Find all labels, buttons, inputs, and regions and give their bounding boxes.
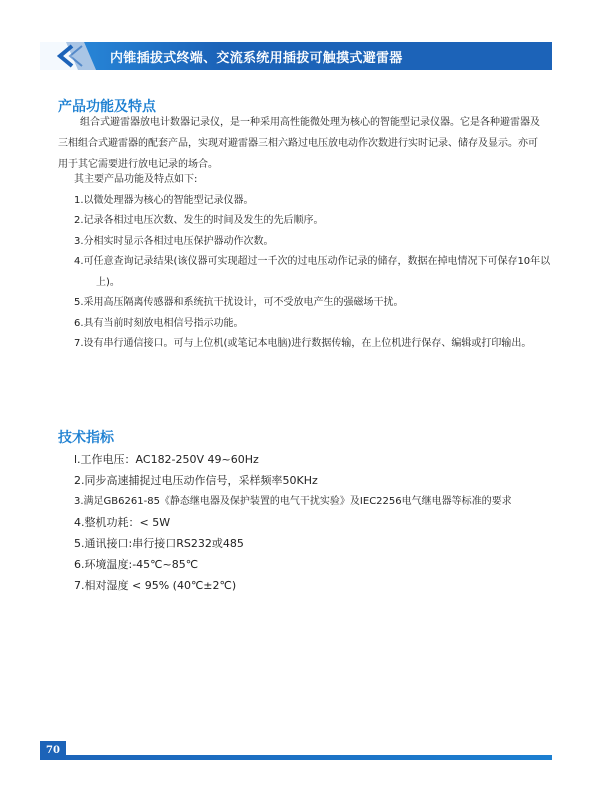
spec-item: 4.整机功耗：< 5W xyxy=(74,516,171,529)
spec-item: 3.满足GB6261-85《静态继电器及保护装置的电气干扰实验》及IEC2256电气继电器等标准的要求 xyxy=(74,496,512,507)
spec-item: 2.同步高速捕捉过电压动作信号，采样频率50KHz xyxy=(74,474,318,487)
spec-item: l.工作电压：AC182-250V 49~60Hz xyxy=(74,453,259,466)
list-item: 5.采用高压隔离传感器和系统抗干扰设计，可不受放电产生的强磁场干扰。 xyxy=(74,297,404,308)
features-heading: 产品功能及特点 xyxy=(58,99,156,115)
spec-item: 5.通讯接口:串行接口RS232或485 xyxy=(74,537,244,550)
list-item: 2.记录各相过电压次数、发生的时间及发生的先后顺序。 xyxy=(74,215,324,226)
specs-heading: 技术指标 xyxy=(58,430,114,446)
list-item: 7.设有串行通信接口。可与上位机(或笔记本电脑)进行数据传输，在上位机进行保存、编辑或打印输出。 xyxy=(74,338,532,349)
features-list-title: 其主要产品功能及特点如下: xyxy=(74,174,198,185)
list-item-continuation: 上)。 xyxy=(96,276,120,288)
spec-item: 6.环境温度:-45℃~85℃ xyxy=(74,558,199,571)
specs-list xyxy=(74,449,540,596)
chevron-left-icon xyxy=(48,42,88,70)
footer-rule xyxy=(40,755,552,760)
list-item: 6.具有当前时刻放电相信号指示功能。 xyxy=(74,317,244,329)
list-item: 3.分相实时显示各相过电压保护器动作次数。 xyxy=(74,235,274,247)
list-item: 4.可任意查询记录结果(该仪器可实现超过一千次的过电压动作记录的储存，数据在掉电情况下可保存10年以 xyxy=(74,256,551,267)
features-list xyxy=(58,170,551,355)
header-banner xyxy=(40,42,552,70)
page-title: 内锥插拔式终端、交流系统用插拔可触摸式避雷器 xyxy=(110,51,403,66)
page-number: 70 xyxy=(40,741,66,760)
list-item: 1.以微处理器为核心的智能型记录仪器。 xyxy=(74,194,254,206)
spec-item: 7.相对湿度 < 95% (40℃±2℃) xyxy=(74,579,237,592)
features-intro: 组合式避雷器放电计数器记录仪，是一种采用高性能微处理为核心的智能型记录仪器。它是各种避雷器及三相组合式避雷器的配套产品，实现对避雷器三相六路过电压放电动作次数进行实时记录、储存及显示。亦可用于其它需要进行放电记录的场合。 xyxy=(58,117,540,170)
